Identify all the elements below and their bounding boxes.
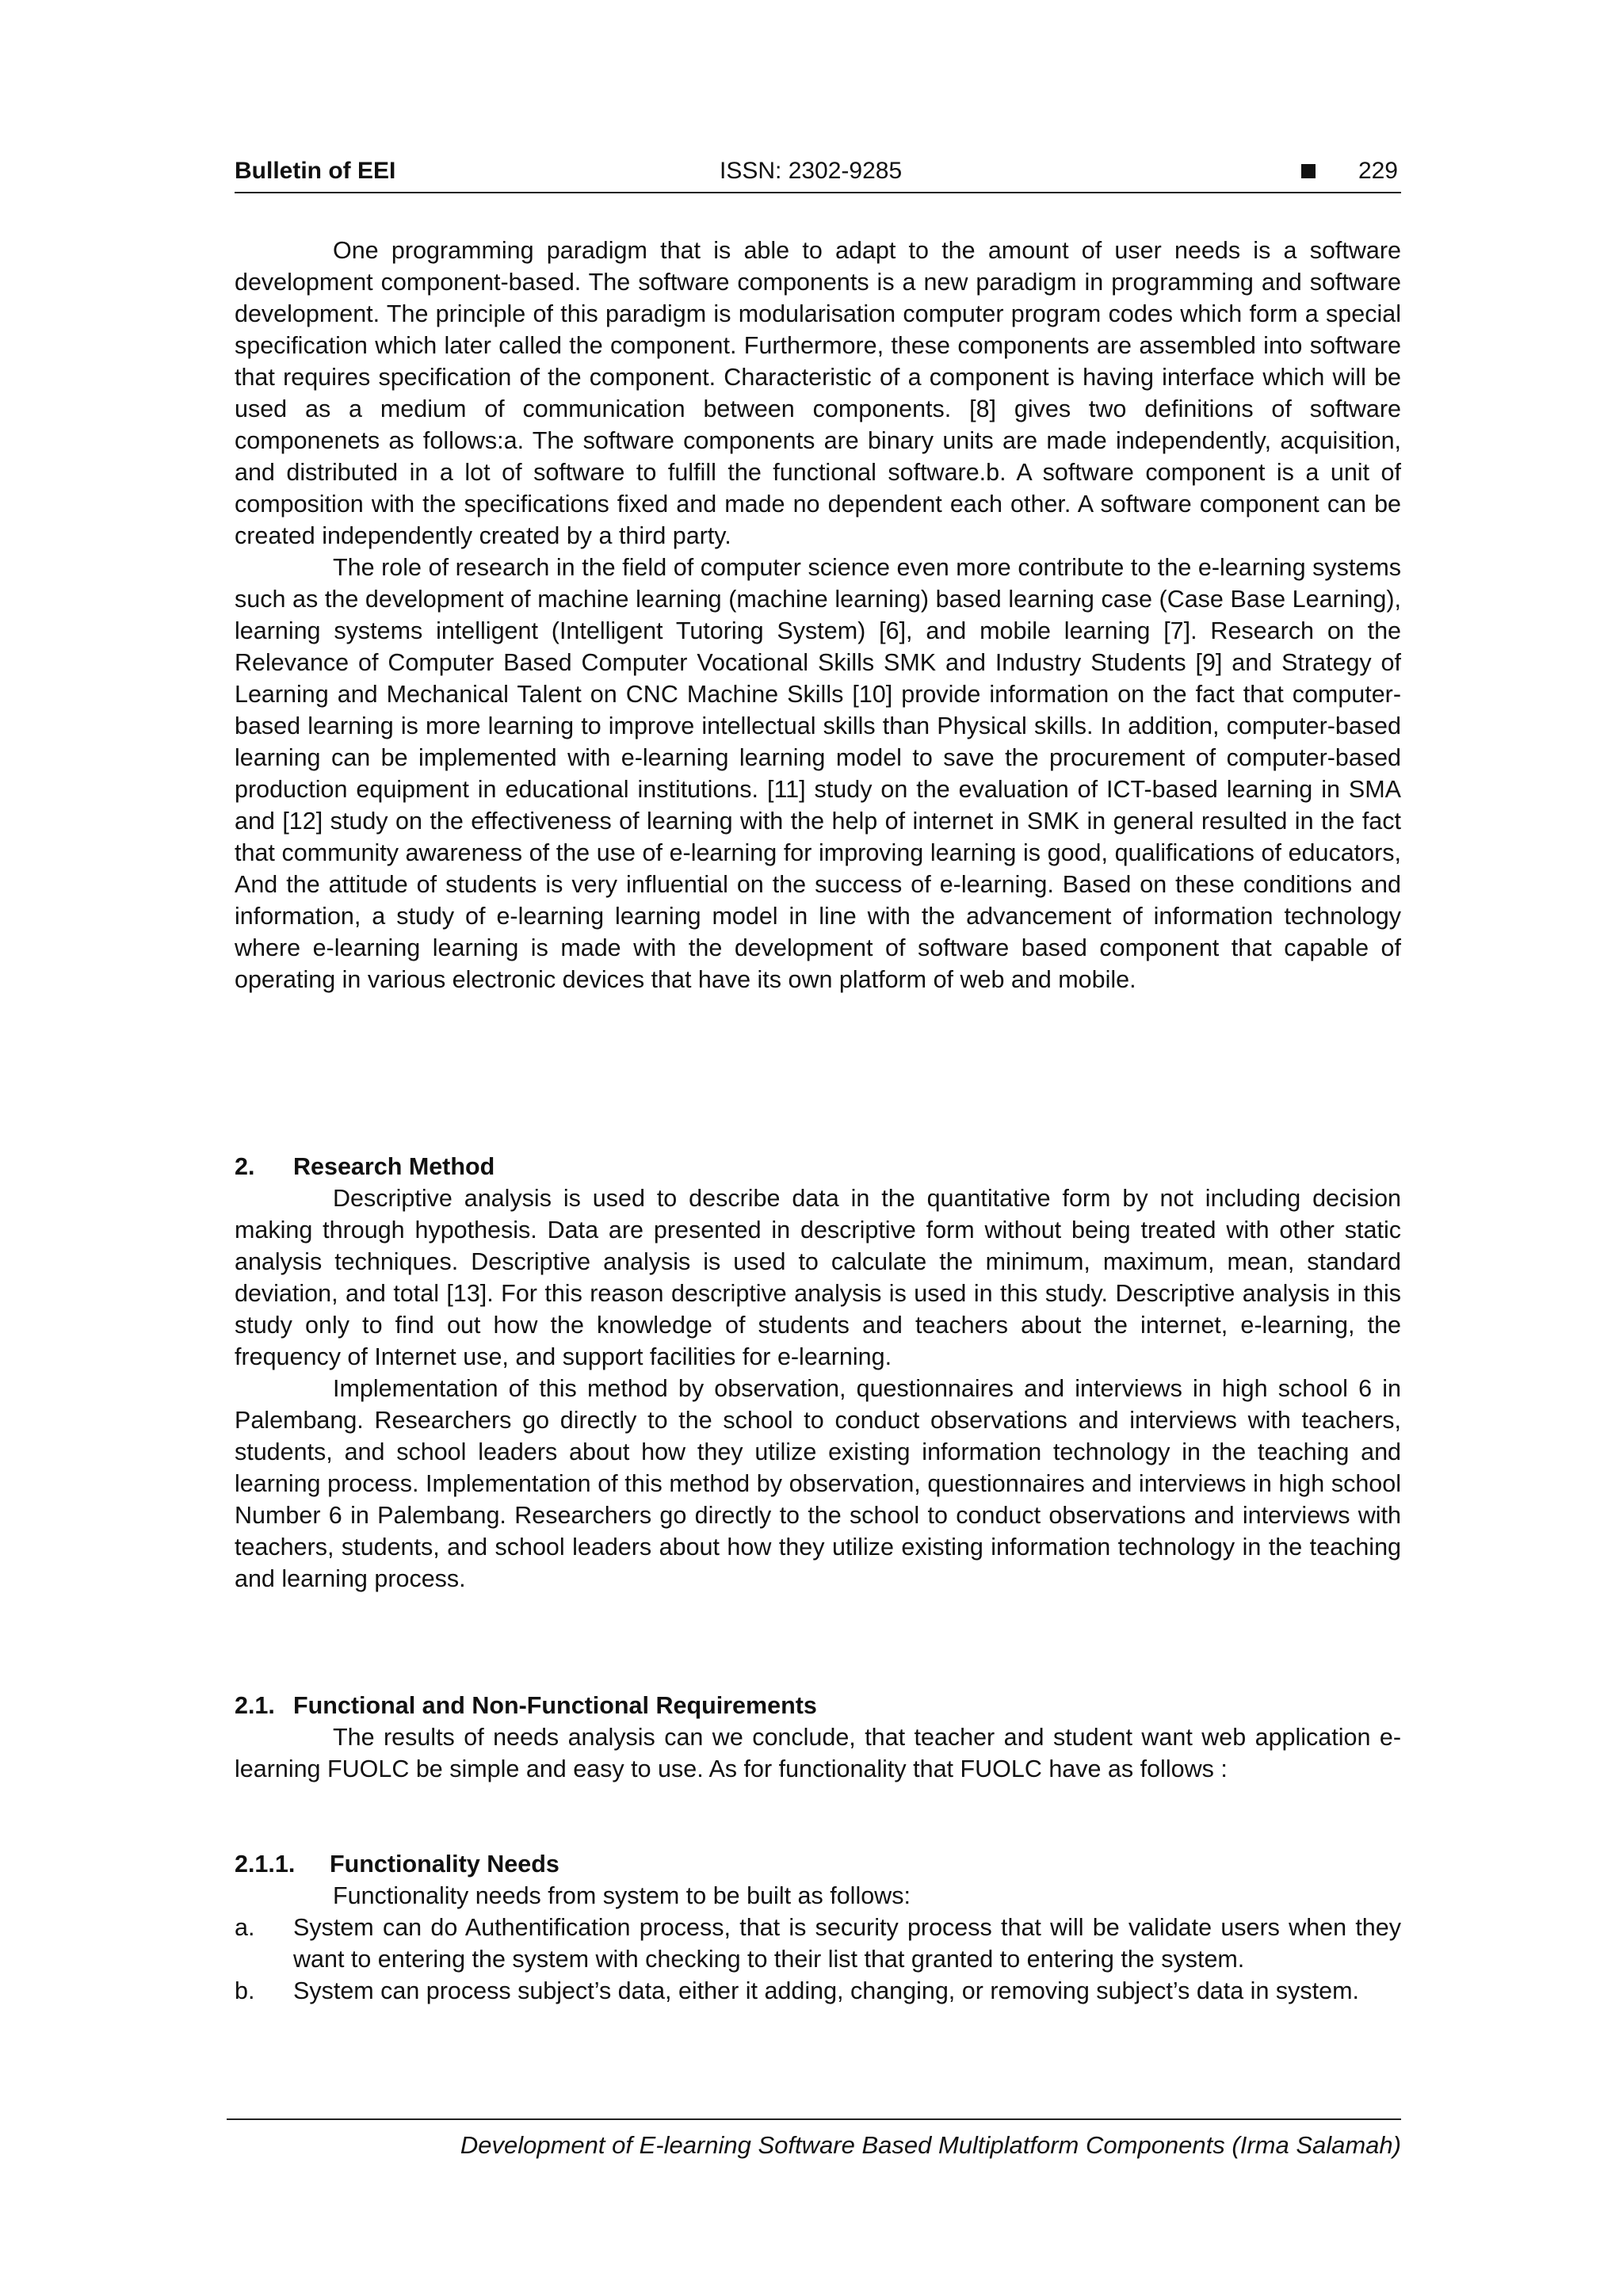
section-number: 2.1. — [235, 1692, 275, 1719]
list-item — [235, 1912, 1401, 1975]
section-title: Research Method — [293, 1153, 495, 1180]
section-heading — [235, 1151, 495, 1182]
research-method-body — [235, 1182, 1401, 1595]
section-title: Functional and Non-Functional Requirements — [293, 1692, 817, 1719]
paragraph: The results of needs analysis can we conclude, that teacher and student want web application e-learning FUOLC be simple and easy to use. As for functionality that FUOLC have as follows : — [235, 1724, 1401, 1782]
issn: ISSN: 2302-9285 — [720, 158, 903, 184]
functionality-intro — [235, 1880, 1401, 1912]
paragraph: The role of research in the field of computer science even more contribute to the e-learning systems such as the development of machine learning (machine learning) based learning case (Case Base Learning), learning systems intelligent (Intelligent Tutoring System) [6], and mobile learning [7]. Research on the Relevance of Computer Based Computer Vocational Skills SMK and Industry Students [9] and Strategy of Learning and Mechanical Talent on CNC Machine Skills [10] provide information on the fact that computer-based learning is more learning to improve intellectual skills than Physical skills. In addition, computer-based learning can be implemented with e-learning learning model to save the procurement of computer-based production equipment in educational institutions. [11] study on the evaluation of ICT-based learning in SMA and [12] study on the effectiveness of learning with the help of internet in SMK in general resulted in the fact that community awareness of the use of e-learning for improving learning is good, qualifications of educators, And the attitude of students is very influential on the success of e-learning. Based on these conditions and information, a study of e-learning learning model in line with the advancement of information technology where e-learning learning is made with the development of software based component that capable of operating in various electronic devices that have its own platform of web and mobile. — [235, 554, 1401, 993]
section-number: 2.1.1. — [235, 1851, 296, 1878]
requirements-body — [235, 1721, 1401, 1785]
paragraph: Functionality needs from system to be built as follows: — [333, 1882, 911, 1909]
paragraph: Implementation of this method by observation, questionnaires and interviews in high school 6 in Palembang. Researchers go directly to the school to conduct observations and interviews with teachers, students, and school leaders about how they utilize existing information technology in the teaching and learning process. Implementation of this method by observation, questionnaires and interviews in high school Number 6 in Palembang. Researchers go directly to the school to conduct observations and interviews with teachers, students, and school leaders about how they utilize existing information technology in the teaching and learning process. — [235, 1375, 1401, 1592]
paragraph: One programming paradigm that is able to adapt to the amount of user needs is a software development component-based. The software components is a new paradigm in programming and software development. The principle of this paradigm is modularisation computer program codes which form a special specification which later called the component. Furthermore, these components are assembled into software that requires specification of the component. Characteristic of a component is having interface which will be used as a medium of communication between components. [8] gives two definitions of software componenets as follows:a. The software components are binary units are made independently, acquisition, and distributed in a lot of software to fulfill the functional software.b. A software component is a unit of composition with the specifications fixed and made no dependent each other. A software component can be created independently created by a third party. — [235, 237, 1401, 549]
list-item — [235, 1975, 1401, 2007]
section-number: 2. — [235, 1153, 255, 1180]
list-marker: a. — [235, 1914, 255, 1941]
page-number: 229 — [1358, 158, 1398, 184]
list-item-text: System can process subject’s data, either it adding, changing, or removing subject’s data in system. — [293, 1977, 1359, 2004]
list-item-text: System can do Authentification process, that is security process that will be validate users when they want to entering the system with checking to their list that granted to entering the system. — [293, 1914, 1401, 1973]
subsubsection-heading — [235, 1848, 559, 1880]
intro-section — [235, 235, 1401, 995]
section-title: Functionality Needs — [330, 1851, 559, 1878]
journal-name: Bulletin of EEI — [235, 158, 396, 184]
functionality-list — [235, 1912, 1401, 2007]
running-header — [235, 155, 1401, 193]
paragraph: Descriptive analysis is used to describe data in the quantitative form by not including decision making through hypothesis. Data are presented in descriptive form without being treated with other static analysis techniques. Descriptive analysis is used to calculate the minimum, maximum, mean, standard deviation, and total [13]. For this reason descriptive analysis is used in this study. Descriptive analysis in this study only to find out how the knowledge of students and teachers about the internet, e-learning, the frequency of Internet use, and support facilities for e-learning. — [235, 1185, 1401, 1370]
square-bullet-icon — [1301, 164, 1316, 178]
subsection-heading — [235, 1690, 817, 1721]
running-footer — [227, 2118, 1401, 2159]
footer-title: Development of E-learning Software Based Multiplatform Components (Irma Salamah) — [460, 2131, 1401, 2159]
list-marker: b. — [235, 1977, 255, 2004]
